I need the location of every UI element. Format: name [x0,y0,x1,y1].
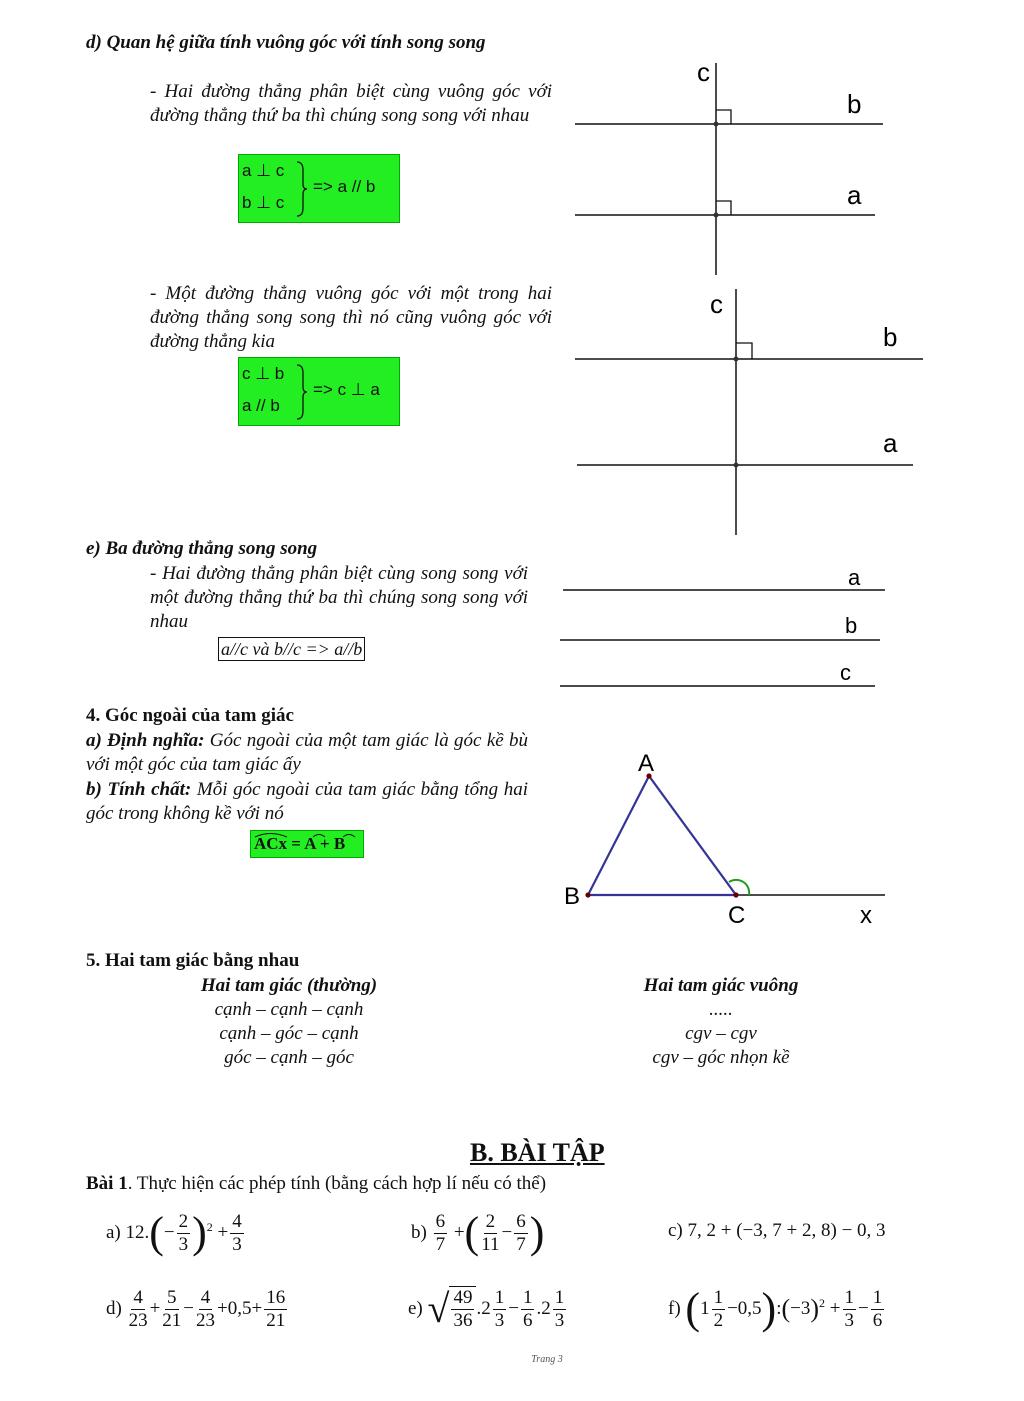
label-b: b [847,89,862,119]
definition-label: a) Định nghĩa: [86,730,205,751]
bai-1-heading [86,1172,546,1196]
exercise-d: d) $\frac{4}{23}$ + $\frac{5}{21}$ − $\frac{4}{23}$ +0,5+ $\frac{16}{21}$ [106,1286,286,1331]
section-d-paragraph-1: - Hai đường thẳng phân biệt cùng vuông góc với đường thẳng thứ ba thì chúng song song với nhau [150,81,552,126]
property-text: Mỗi góc ngoài của tam giác bằng tổng hai góc trong không kề với nó [86,779,528,824]
exercise-b-label: b) [411,1222,427,1243]
column-heading: Hai tam giác (thường) [200,975,378,996]
fraction: $\frac{5}{21}$ [162,1286,182,1331]
figure-perpendicular-lines-2 [570,283,930,538]
triangle-abc [588,776,736,895]
triangles-right-column [590,974,852,1070]
section-e-title: e) Ba đường thẳng song song [86,538,318,559]
formula-box-1-line-2: b ⊥ c [242,193,285,212]
intersection-point [734,463,739,468]
label-c: c [710,289,723,319]
label-A: A [638,750,655,777]
formula-box-1-result: => a // b [313,177,376,196]
section-4-title: 4. Góc ngoài của tam giác [86,705,294,726]
case-item: góc – cạnh – góc [224,1047,354,1068]
intersection-point [714,122,719,127]
figure-three-parallel-lines [555,560,895,695]
fraction: $\frac{4}{3}$ [232,1210,242,1255]
exercise-c-expression: 7, 2 + (−3, 7 + 2, 8) − 0, 3 [687,1220,886,1241]
property-label: b) Tính chất: [86,779,192,800]
fraction: $\frac{16}{21}$ [266,1286,286,1331]
case-item: cạnh – cạnh – cạnh [214,999,364,1020]
right-angle-mark [716,110,731,124]
vertex-b [585,892,590,897]
intersection-point [734,357,739,362]
case-item: ..... [709,999,733,1020]
label-b: b [883,322,898,352]
label-B: B [564,883,581,910]
exercise-f: f) ( 1 $\frac{1}{2}$ −0,5 ) : ( −3 ) 2 + $\frac{1}{3}$ − $\frac{1}{6}$ [668,1284,883,1333]
sqrt-radicand: $\frac{49}{36}$ [449,1286,476,1332]
brace-icon [295,160,309,218]
label-x: x [860,902,872,929]
formula-box-2-line-2: a // b [242,396,280,415]
formula-box-1-line-1: a ⊥ c [242,161,285,180]
sqrt-icon: √ [427,1286,450,1331]
case-item: cgv – góc nhọn kề [652,1047,790,1068]
label-c: c [840,660,851,685]
exercise-a-label: a) [106,1222,121,1243]
label-C: C [728,902,746,929]
exercise-e-label: e) [408,1298,423,1319]
fraction: $\frac{4}{23}$ [196,1286,216,1331]
definition-text: Góc ngoài của một tam giác là góc kề bù với một góc của tam giác ấy [86,730,529,775]
formula-box-2 [238,357,400,426]
figure-triangle-exterior-angle [560,745,900,935]
angle-hat-marks [251,831,363,839]
fraction: $\frac{6}{7}$ [516,1210,526,1255]
exterior-angle-formula: ACx = A + B [254,834,346,853]
column-heading: Hai tam giác vuông [643,975,799,996]
section-4-definition [86,729,528,777]
exercise-e: e) √ $\frac{49}{36}$ .2 $\frac{1}{3}$ − $\frac{1}{6}$ .2 $\frac{1}{3}$ [408,1286,565,1331]
section-4-formula-box [250,830,364,858]
triangles-general-column [150,974,428,1070]
label-b: b [845,613,858,638]
formula-box-2-result: => c ⊥ a [313,380,380,399]
label-a: a [848,565,861,590]
formula-box-1 [238,154,400,223]
fraction: $\frac{2}{3}$ [178,1210,189,1255]
right-angle-mark [736,343,752,359]
case-item: cgv – cgv [685,1023,757,1044]
exercise-b: b) $\frac{6}{7}$ + ( $\frac{2}{11}$ − $\frac{6}{7}$ ) [411,1208,545,1257]
intersection-point [714,213,719,218]
fraction: $\frac{1}{2}$ [713,1286,724,1331]
fraction: $\frac{6}{7}$ [435,1210,446,1255]
label-a: a [847,180,862,210]
figure-perpendicular-lines-1 [570,55,900,280]
label-a: a [883,428,898,458]
brace-icon [295,363,309,421]
exercise-c [668,1220,886,1242]
section-d-paragraph-2: - Một đường thẳng vuông góc với một trong hai đường thẳng song song thì nó cũng vuông góc với đường thẳng kia [150,283,552,352]
exercise-a: a) 12. ( − $\frac{2}{3}$ ) 2 + $\frac{4}{3}$ [106,1208,242,1257]
section-4-property [86,778,528,826]
fraction: $\frac{4}{23}$ [128,1286,148,1331]
fraction: $\frac{1}{3}$ [494,1286,505,1331]
part-b-title: B. BÀI TẬP [470,1138,605,1167]
exercise-f-label: f) [668,1298,681,1319]
exterior-angle-arc [729,880,749,895]
fraction: $\frac{1}{3}$ [554,1286,565,1331]
case-item: cạnh – góc – cạnh [219,1023,359,1044]
fraction: $\frac{1}{3}$ [844,1286,854,1331]
fraction: $\frac{1}{6}$ [522,1286,533,1331]
fraction: $\frac{2}{11}$ [481,1210,500,1255]
label-c: c [697,57,710,87]
section-d-title: d) Quan hệ giữa tính vuông góc với tính song song [86,32,486,53]
exercise-d-label: d) [106,1298,122,1319]
vertex-c [733,892,738,897]
bai-1-text: . Thực hiện các phép tính (bằng cách hợp lí nếu có thể) [127,1173,547,1194]
section-e-formula: a//c và b//c => a//b [218,637,365,661]
exercise-c-label: c) [668,1220,683,1241]
bai-1-label: Bài 1 [86,1173,128,1194]
right-angle-mark [716,201,731,215]
section-5-title: 5. Hai tam giác bằng nhau [86,950,300,971]
page-footer: Trang 3 [531,1354,563,1365]
formula-box-2-line-1: c ⊥ b [242,364,285,383]
section-e-paragraph: - Hai đường thẳng phân biệt cùng song song với một đường thẳng thứ ba thì chúng song song với nhau [150,563,528,632]
fraction: $\frac{1}{6}$ [872,1286,883,1331]
